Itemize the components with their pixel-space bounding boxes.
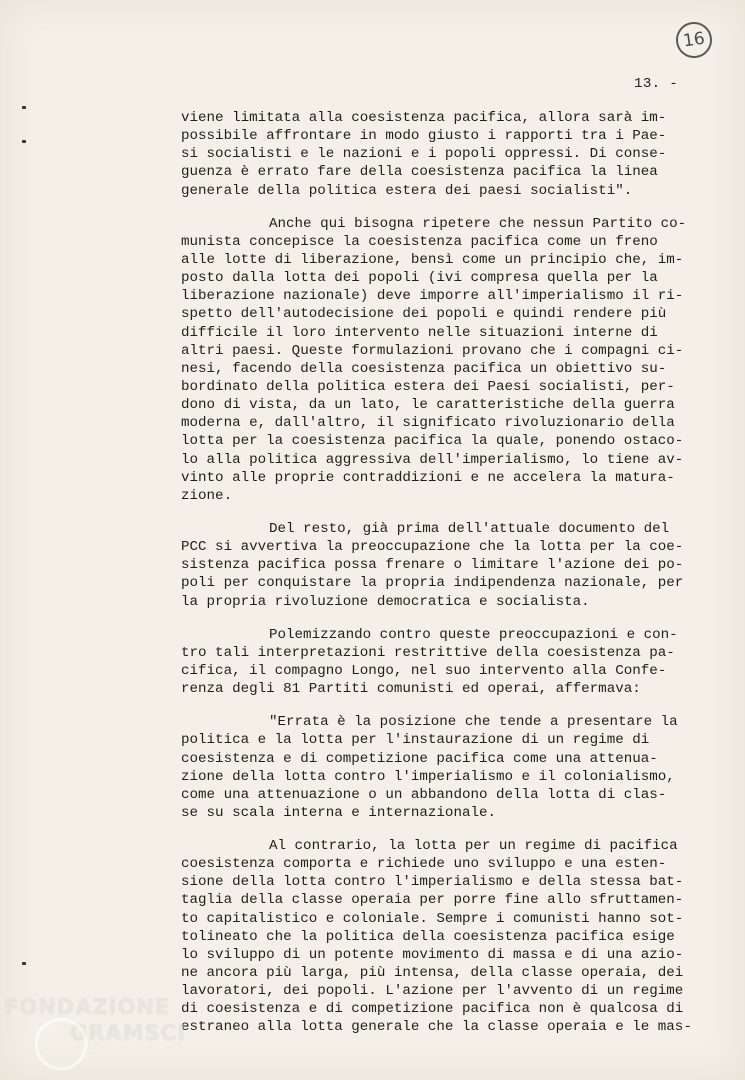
- quote-line: lo sviluppo di un potente movimento di massa e di una azio-: [181, 946, 684, 963]
- text-line: moderna e, dall'altro, il significato rivoluzionario della: [181, 415, 675, 432]
- margin-mark: [22, 962, 26, 965]
- text-line: nesi, facendo della coesistenza pacifica un obiettivo su-: [181, 360, 667, 377]
- text-line: lotta per la coesistenza pacifica la quale, ponendo ostaco-: [181, 433, 684, 450]
- text-line: spetto dell'autodecisione dei popoli e quindi rendere più: [181, 306, 667, 323]
- margin-mark: [22, 140, 26, 143]
- text-line: Polemizzando contro queste preoccupazioni e con-: [269, 626, 678, 643]
- text-line: posto dalla lotta dei popoli (ivi compresa quella per la: [181, 270, 658, 287]
- text-line: Anche qui bisogna ripetere che nessun Partito co-: [269, 215, 687, 232]
- text-line: poli per conquistare la propria indipendenza nazionale, per: [181, 575, 684, 592]
- quote-line: zione della lotta contro l'imperialismo e il colonialismo,: [181, 768, 675, 785]
- text-line: liberazione nazionale) deve imporre all'imperialismo il ri-: [181, 288, 684, 305]
- text-line: dono di vista, da un lato, le caratteristiche della guerra: [181, 397, 675, 414]
- watermark-line2: GRAMSCI: [70, 1021, 186, 1045]
- text-line: munista concepisce la coesistenza pacifica come un freno: [181, 233, 658, 250]
- quote-line: coesistenza comporta e richiede uno sviluppo e una esten-: [181, 856, 667, 873]
- quote-line: to capitalistico e coloniale. Sempre i comunisti hanno sot-: [181, 910, 684, 927]
- page-number: 13. -: [634, 76, 679, 92]
- text-line: possibile affrontare in modo giusto i rapporti tra i Pae-: [181, 128, 667, 145]
- text-line: alle lotte di liberazione, bensì come un principio che, im-: [181, 251, 684, 268]
- quote-line: taglia della classe operaia per porre fine allo sfruttamen-: [181, 892, 684, 909]
- text-line: difficile il loro intervento nelle situazioni interne di: [181, 324, 658, 341]
- text-line: sistenza pacifica possa frenare o limitare l'azione dei po-: [181, 557, 684, 574]
- text-line: renza degli 81 Partiti comunisti ed operai, affermava:: [181, 681, 641, 698]
- text-line: guenza è errato fare della coesistenza pacifica la linea: [181, 164, 658, 181]
- text-line: viene limitata alla coesistenza pacifica, allora sarà im-: [181, 110, 667, 126]
- text-line: vinto alle proprie contraddizioni e ne accelera la matura-: [181, 469, 675, 486]
- body-text: [181, 109, 711, 1037]
- text-line: zione.: [181, 487, 233, 504]
- quote-line: Al contrario, la lotta per un regime di pacifica: [269, 838, 678, 855]
- archive-number-stamp: [674, 20, 715, 61]
- text-line: PCC si avvertiva la preoccupazione che la lotta per la coe-: [181, 539, 684, 556]
- archive-number: 16: [681, 28, 707, 52]
- text-line: cifica, il compagno Longo, nel suo intervento alla Confe-: [181, 662, 667, 679]
- watermark-circle-icon: [34, 1017, 88, 1071]
- text-line: Del resto, già prima dell'attuale documento del: [269, 520, 670, 537]
- quote-line: coesistenza e di competizione pacifica come una attenua-: [181, 750, 658, 767]
- watermark-logo: [4, 995, 204, 1045]
- quote-line: sione della lotta contro l'imperialismo e della stessa bat-: [181, 874, 684, 891]
- quote-line: lavoratori, dei popoli. L'azione per l'avvento di un regime: [181, 983, 684, 1000]
- quote-line: come una attenuazione o un abbandono della lotta di clas-: [181, 786, 667, 803]
- text-line: tro tali interpretazioni restrittive della coesistenza pa-: [181, 644, 675, 661]
- text-line: lo alla politica aggressiva dell'imperialismo, lo tiene av-: [181, 451, 684, 468]
- quote-line: ne ancora più larga, più intensa, della classe operaia, dei: [181, 965, 684, 982]
- quote-line: se su scala interna e internazionale.: [181, 804, 497, 821]
- quote-line: tolineato che la politica della coesistenza pacifica esige: [181, 928, 675, 945]
- watermark-line1: FONDAZIONE: [4, 995, 171, 1019]
- text-line: altri paesi. Queste formulazioni provano che i compagni ci-: [181, 342, 684, 359]
- quote-line: estraneo alla lotta generale che la classe operaia e le mas-: [181, 1019, 692, 1036]
- text-line: si socialisti e le nazioni e i popoli oppressi. Di conse-: [181, 146, 667, 163]
- margin-mark: [22, 106, 26, 109]
- quote-line: politica e la lotta per l'instaurazione di un regime di: [181, 732, 650, 749]
- quote-line: di coesistenza e di competizione pacifica non è qualcosa di: [181, 1001, 684, 1018]
- text-line: bordinato della politica estera dei Paesi socialisti, per-: [181, 378, 675, 395]
- text-line: la propria rivoluzione democratica e socialista.: [181, 593, 590, 610]
- text-line: generale della politica estera dei paesi socialisti".: [181, 182, 633, 199]
- quote-line: "Errata è la posizione che tende a presentare la: [269, 714, 678, 731]
